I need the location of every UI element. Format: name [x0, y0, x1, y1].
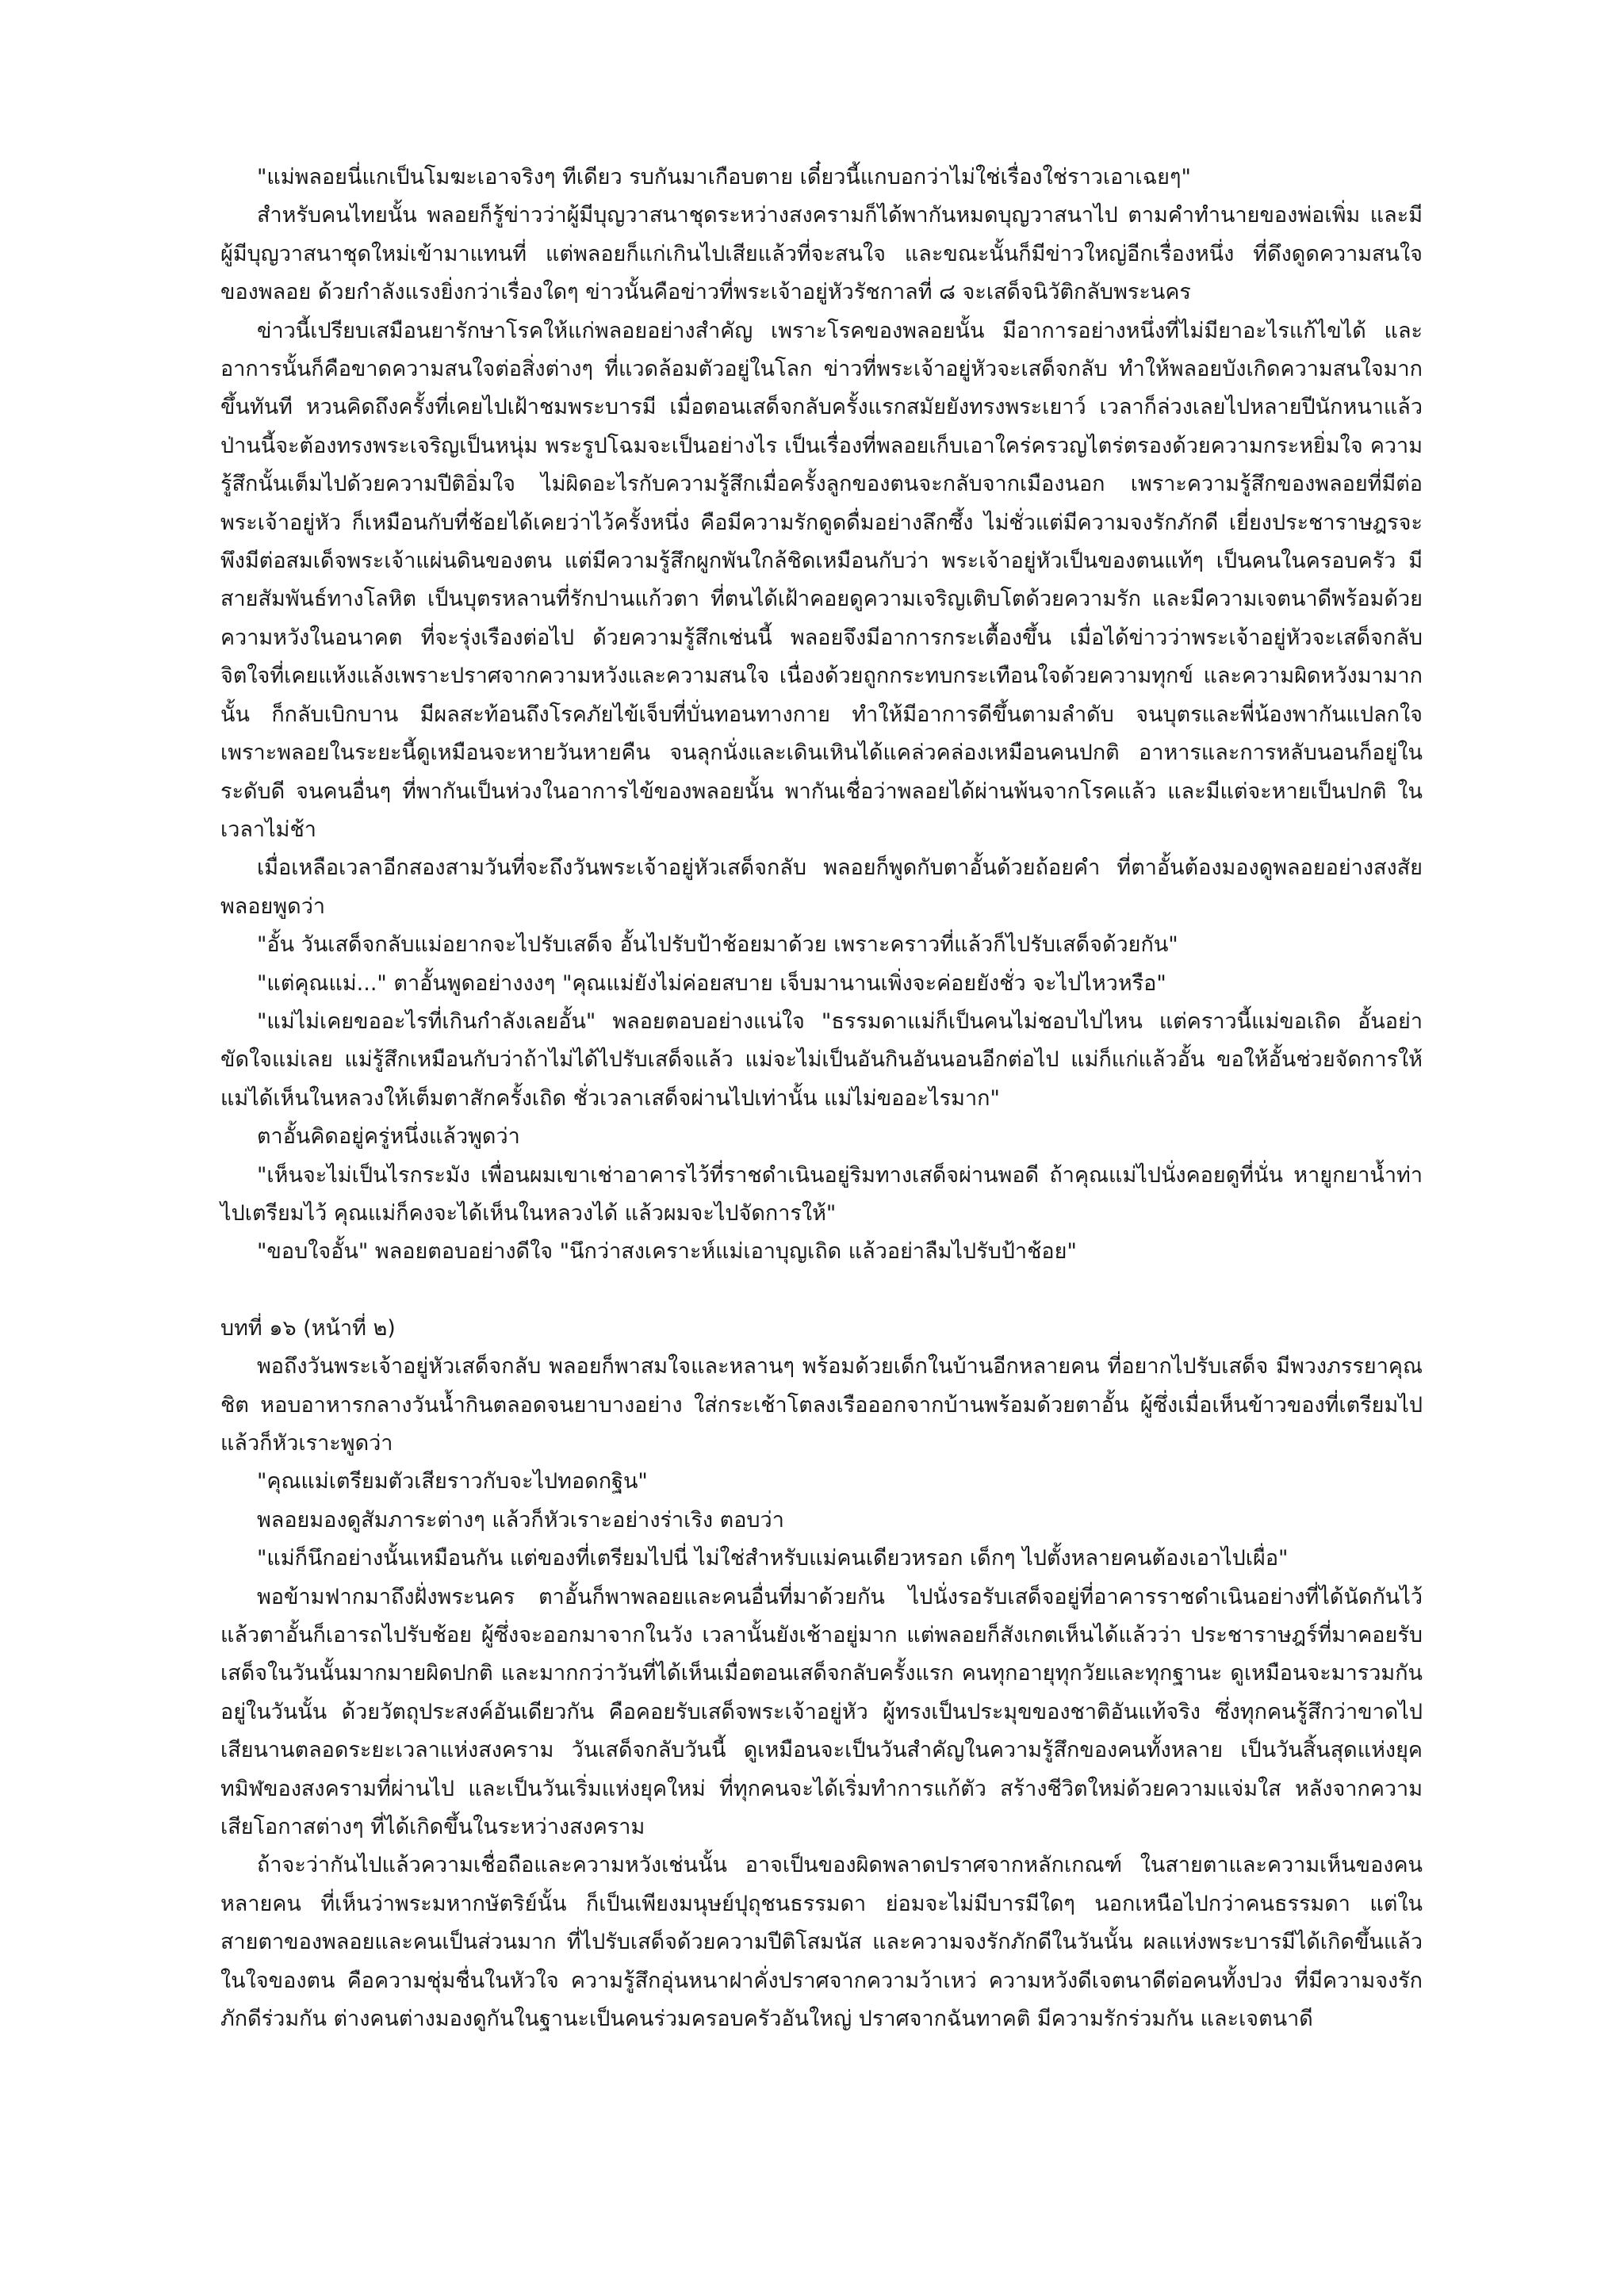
- paragraph: "แม่ไม่เคยขออะไรที่เกินกำลังเลยอั้น" พลอยตอบอย่างแน่ใจ "ธรรมดาแม่ก็เป็นคนไม่ชอบไปไหน แต่คราวนี้แม่ขอเถิด อั้นอย่าขัดใจแม่เลย แม่รู้สึกเหมือนกับว่าถ้าไม่ได้ไปรับเสด็จแล้ว แม่จะไม่เป็นอันกินอันนอนอีกต่อไป แม่ก็แก่แล้วอั้น ขอให้อั้นช่วยจัดการให้แม่ได้เห็นในหลวงให้เต็มตาสักครั้งเถิด ชั่วเวลาเสด็จผ่านไปเท่านั้น แม่ไม่ขออะไรมาก": [220, 1008, 1423, 1111]
- paragraph: "อั้น วันเสด็จกลับแม่อยากจะไปรับเสด็จ อั้นไปรับป้าช้อยมาด้วย เพราะคราวที่แล้วก็ไปรับเสด็จด้วยกัน": [257, 932, 1178, 958]
- paragraph: พอข้ามฟากมาถึงฝั่งพระนคร ตาอั้นก็พาพลอยและคนอื่นที่มาด้วยกัน ไปนั่งรอรับเสด็จอยู่ที่อาคารราชดำเนินอย่างที่ได้นัดกันไว้ แล้วตาอั้นก็เอารถไปรับช้อย ผู้ซึ่งจะออกมาจากในวัง เวลานั้นยังเช้าอยู่มาก แต่พลอยก็สังเกตเห็นได้แล้วว่า ประชาราษฎร์ที่มาคอยรับเสด็จในวันนั้นมากมายผิดปกติ และมากกว่าวันที่ได้เห็นเมื่อตอนเสด็จกลับครั้งแรก คนทุกอายุทุกวัยและทุกฐานะ ดูเหมือนจะมารวมกันอยู่ในวันนั้น ด้วยวัตถุประสงค์อันเดียวกัน คือคอยรับเสด็จพระเจ้าอยู่หัว ผู้ทรงเป็นประมุขของชาติอันแท้จริง ซึ่งทุกคนรู้สึกว่าขาดไปเสียนานตลอดระยะเวลาแห่งสงคราม วันเสด็จกลับวันนี้ ดูเหมือนจะเป็นวันสำคัญในความรู้สึกของคนทั้งหลาย เป็นวันสิ้นสุดแห่งยุคทมิฬของสงครามที่ผ่านไป และเป็นวันเริ่มแห่งยุคใหม่ ที่ทุกคนจะได้เริ่มทำการแก้ตัว สร้างชีวิตใหม่ด้วยความแจ่มใส หลังจากความเสียโอกาสต่างๆ ที่ได้เกิดขึ้นในระหว่างสงคราม: [220, 1584, 1423, 1840]
- paragraph: "ขอบใจอั้น" พลอยตอบอย่างดีใจ "นึกว่าสงเคราะห์แม่เอาบุญเถิด แล้วอย่าลืมไปรับป้าช้อย": [257, 1239, 1077, 1265]
- paragraph: ข่าวนี้เปรียบเสมือนยารักษาโรคให้แก่พลอยอย่างสำคัญ เพราะโรคของพลอยนั้น มีอาการอย่างหนึ่งที่ไม่มียาอะไรแก้ไขได้ และอาการนั้นก็คือขาดความสนใจต่อสิ่งต่างๆ ที่แวดล้อมตัวอยู่ในโลก ข่าวที่พระเจ้าอยู่หัวจะเสด็จกลับ ทำให้พลอยบังเกิดความสนใจมากขึ้นทันที หวนคิดถึงครั้งที่เคยไปเฝ้าชมพระบารมี เมื่อตอนเสด็จกลับครั้งแรกสมัยยังทรงพระเยาว์ เวลาก็ล่วงเลยไปหลายปีนักหนาแล้ว ป่านนี้จะต้องทรงพระเจริญเป็นหนุ่ม พระรูปโฉมจะเป็นอย่างไร เป็นเรื่องที่พลอยเก็บเอาใคร่ครวญไตร่ตรองด้วยความกระหยิ่มใจ ความรู้สึกนั้นเต็มไปด้วยความปีติอิ่มใจ ไม่ผิดอะไรกับความรู้สึกเมื่อครั้งลูกของตนจะกลับจากเมืองนอก เพราะความรู้สึกของพลอยที่มีต่อพระเจ้าอยู่หัว ก็เหมือนกับที่ช้อยได้เคยว่าไว้ครั้งหนึ่ง คือมีความรักดูดดื่มอย่างลึกซึ้ง ไม่ชั่วแต่มีความจงรักภักดี เยี่ยงประชาราษฎรจะพึงมีต่อสมเด็จพระเจ้าแผ่นดินของตน แต่มีความรู้สึกผูกพันใกล้ชิดเหมือนกับว่า พระเจ้าอยู่หัวเป็นของตนแท้ๆ เป็นคนในครอบครัว มีสายสัมพันธ์ทางโลหิต เป็นบุตรหลานที่รักปานแก้วตา ที่ตนได้เฝ้าคอยดูความเจริญเติบโตด้วยความรัก และมีความเจตนาดีพร้อมด้วยความหวังในอนาคต ที่จะรุ่งเรืองต่อไป ด้วยความรู้สึกเช่นนี้ พลอยจึงมีอาการกระเตื้องขึ้น เมื่อได้ข่าวว่าพระเจ้าอยู่หัวจะเสด็จกลับ จิตใจที่เคยแห้งแล้งเพราะปราศจากความหวังและความสนใจ เนื่องด้วยถูกกระทบกระเทือนใจด้วยความทุกข์ และความผิดหวังมามากนั้น ก็กลับเบิกบาน มีผลสะท้อนถึงโรคภัยไข้เจ็บที่บั่นทอนทางกาย ทำให้มีอาการดีขึ้นตามลำดับ จนบุตรและพี่น้องพากันแปลกใจ เพราะพลอยในระยะนี้ดูเหมือนจะหายวันหายคืน จนลุกนั่งและเดินเหินได้แคล่วคล่องเหมือนคนปกติ อาหารและการหลับนอนก็อยู่ในระดับดี จนคนอื่นๆ ที่พากันเป็นห่วงในอาการไข้ของพลอยนั้น พากันเชื่อว่าพลอยได้ผ่านพ้นจากโรคแล้ว และมีแต่จะหายเป็นปกติ ในเวลาไม่ช้า: [220, 318, 1423, 842]
- paragraph: "แม่ก็นึกอย่างนั้นเหมือนกัน แต่ของที่เตรียมไปนี่ ไม่ใช่สำหรับแม่คนเดียวหรอก เด็กๆ ไปตั้งหลายคนต้องเอาไปเผื่อ": [257, 1546, 1289, 1571]
- paragraph: "แม่พลอยนี่แกเป็นโมฆะเอาจริงๆ ทีเดียว รบกันมาเกือบตาย เดี๋ยวนี้แกบอกว่าไม่ใช่เรื่องใช่ราวเอาเฉยๆ": [257, 165, 1191, 189]
- document-page: [220, 159, 1423, 2039]
- paragraph: "คุณแม่เตรียมตัวเสียราวกับจะไปทอดกฐิน": [257, 1469, 648, 1494]
- paragraph: สำหรับคนไทยนั้น พลอยก็รู้ข่าวว่าผู้มีบุญวาสนาชุดระหว่างสงครามก็ได้พากันหมดบุญวาสนาไป ตามคำทำนายของพ่อเพิ่ม และมีผู้มีบุญวาสนาชุดใหม่เข้ามาแทนที่ แต่พลอยก็แก่เกินไปเสียแล้วที่จะสนใจ และขณะนั้นก็มีข่าวใหญ่อีกเรื่องหนึ่ง ที่ดึงดูดความสนใจของพลอย ด้วยกำลังแรงยิ่งกว่าเรื่องใดๆ ข่าวนั้นคือข่าวที่พระเจ้าอยู่หัวรัชกาลที่ ๘ จะเสด็จนิวัติกลับพระนคร: [220, 203, 1423, 305]
- paragraph: พลอยมองดูสัมภาระต่างๆ แล้วก็หัวเราะอย่างร่าเริง ตอบว่า: [257, 1507, 784, 1533]
- paragraph: เมื่อเหลือเวลาอีกสองสามวันที่จะถึงวันพระเจ้าอยู่หัวเสด็จกลับ พลอยก็พูดกับตาอั้นด้วยถ้อยคำ ที่ตาอั้นต้องมองดูพลอยอย่างสงสัย พลอยพูดว่า: [220, 855, 1423, 919]
- paragraph: "แต่คุณแม่..." ตาอั้นพูดอย่างงงๆ "คุณแม่ยังไม่ค่อยสบาย เจ็บมานานเพิ่งจะค่อยยังชั่ว จะไปไหวหรือ": [257, 970, 1166, 996]
- paragraph: "เห็นจะไม่เป็นไรกระมัง เพื่อนผมเขาเช่าอาคารไว้ที่ราชดำเนินอยู่ริมทางเสด็จผ่านพอดี ถ้าคุณแม่ไปนั่งคอยดูที่นั่น หายูกยาน้ำท่าไปเตรียมไว้ คุณแม่ก็คงจะได้เห็นในหลวงได้ แล้วผมจะไปจัดการให้": [220, 1162, 1423, 1226]
- paragraph: ตาอั้นคิดอยู่ครู่หนึ่งแล้วพูดว่า: [257, 1124, 520, 1150]
- paragraph: ถ้าจะว่ากันไปแล้วความเชื่อถือและความหวังเช่นนั้น อาจเป็นของผิดพลาดปราศจากหลักเกณฑ์ ในสายตาและความเห็นของคนหลายคน ที่เห็นว่าพระมหากษัตริย์นั้น ก็เป็นเพียงมนุษย์ปุถุชนธรรมดา ย่อมจะไม่มีบารมีใดๆ นอกเหนือไปกว่าคนธรรมดา แต่ในสายตาของพลอยและคนเป็นส่วนมาก ที่ไปรับเสด็จด้วยความปีติโสมนัส และความจงรักภักดีในวันนั้น ผลแห่งพระบารมีได้เกิดขึ้นแล้วในใจของตน คือความชุ่มชื่นในหัวใจ ความรู้สึกอุ่นหนาฝาคั่งปราศจากความว้าเหว่ ความหวังดีเจตนาดีต่อคนทั้งปวง ที่มีความจงรักภักดีร่วมกัน ต่างคนต่างมองดูกันในฐานะเป็นคนร่วมครอบครัวอันใหญ่ ปราศจากฉันทาคติ มีความรักร่วมกัน และเจตนาดี: [220, 1853, 1423, 2032]
- chapter-heading: บทที่ ๑๖ (หน้าที่ ๒): [220, 1315, 396, 1341]
- paragraph: พอถึงวันพระเจ้าอยู่หัวเสด็จกลับ พลอยก็พาสมใจและหลานๆ พร้อมด้วยเด็กในบ้านอีกหลายคน ที่อยากไปรับเสด็จ มีพวงภรรยาคุณชิต หอบอาหารกลางวันน้ำกินตลอดจนยาบางอย่าง ใส่กระเช้าโตลงเรือออกจากบ้านพร้อมด้วยตาอั้น ผู้ซึ่งเมื่อเห็นข้าวของที่เตรียมไปแล้วก็หัวเราะพูดว่า: [220, 1354, 1423, 1456]
